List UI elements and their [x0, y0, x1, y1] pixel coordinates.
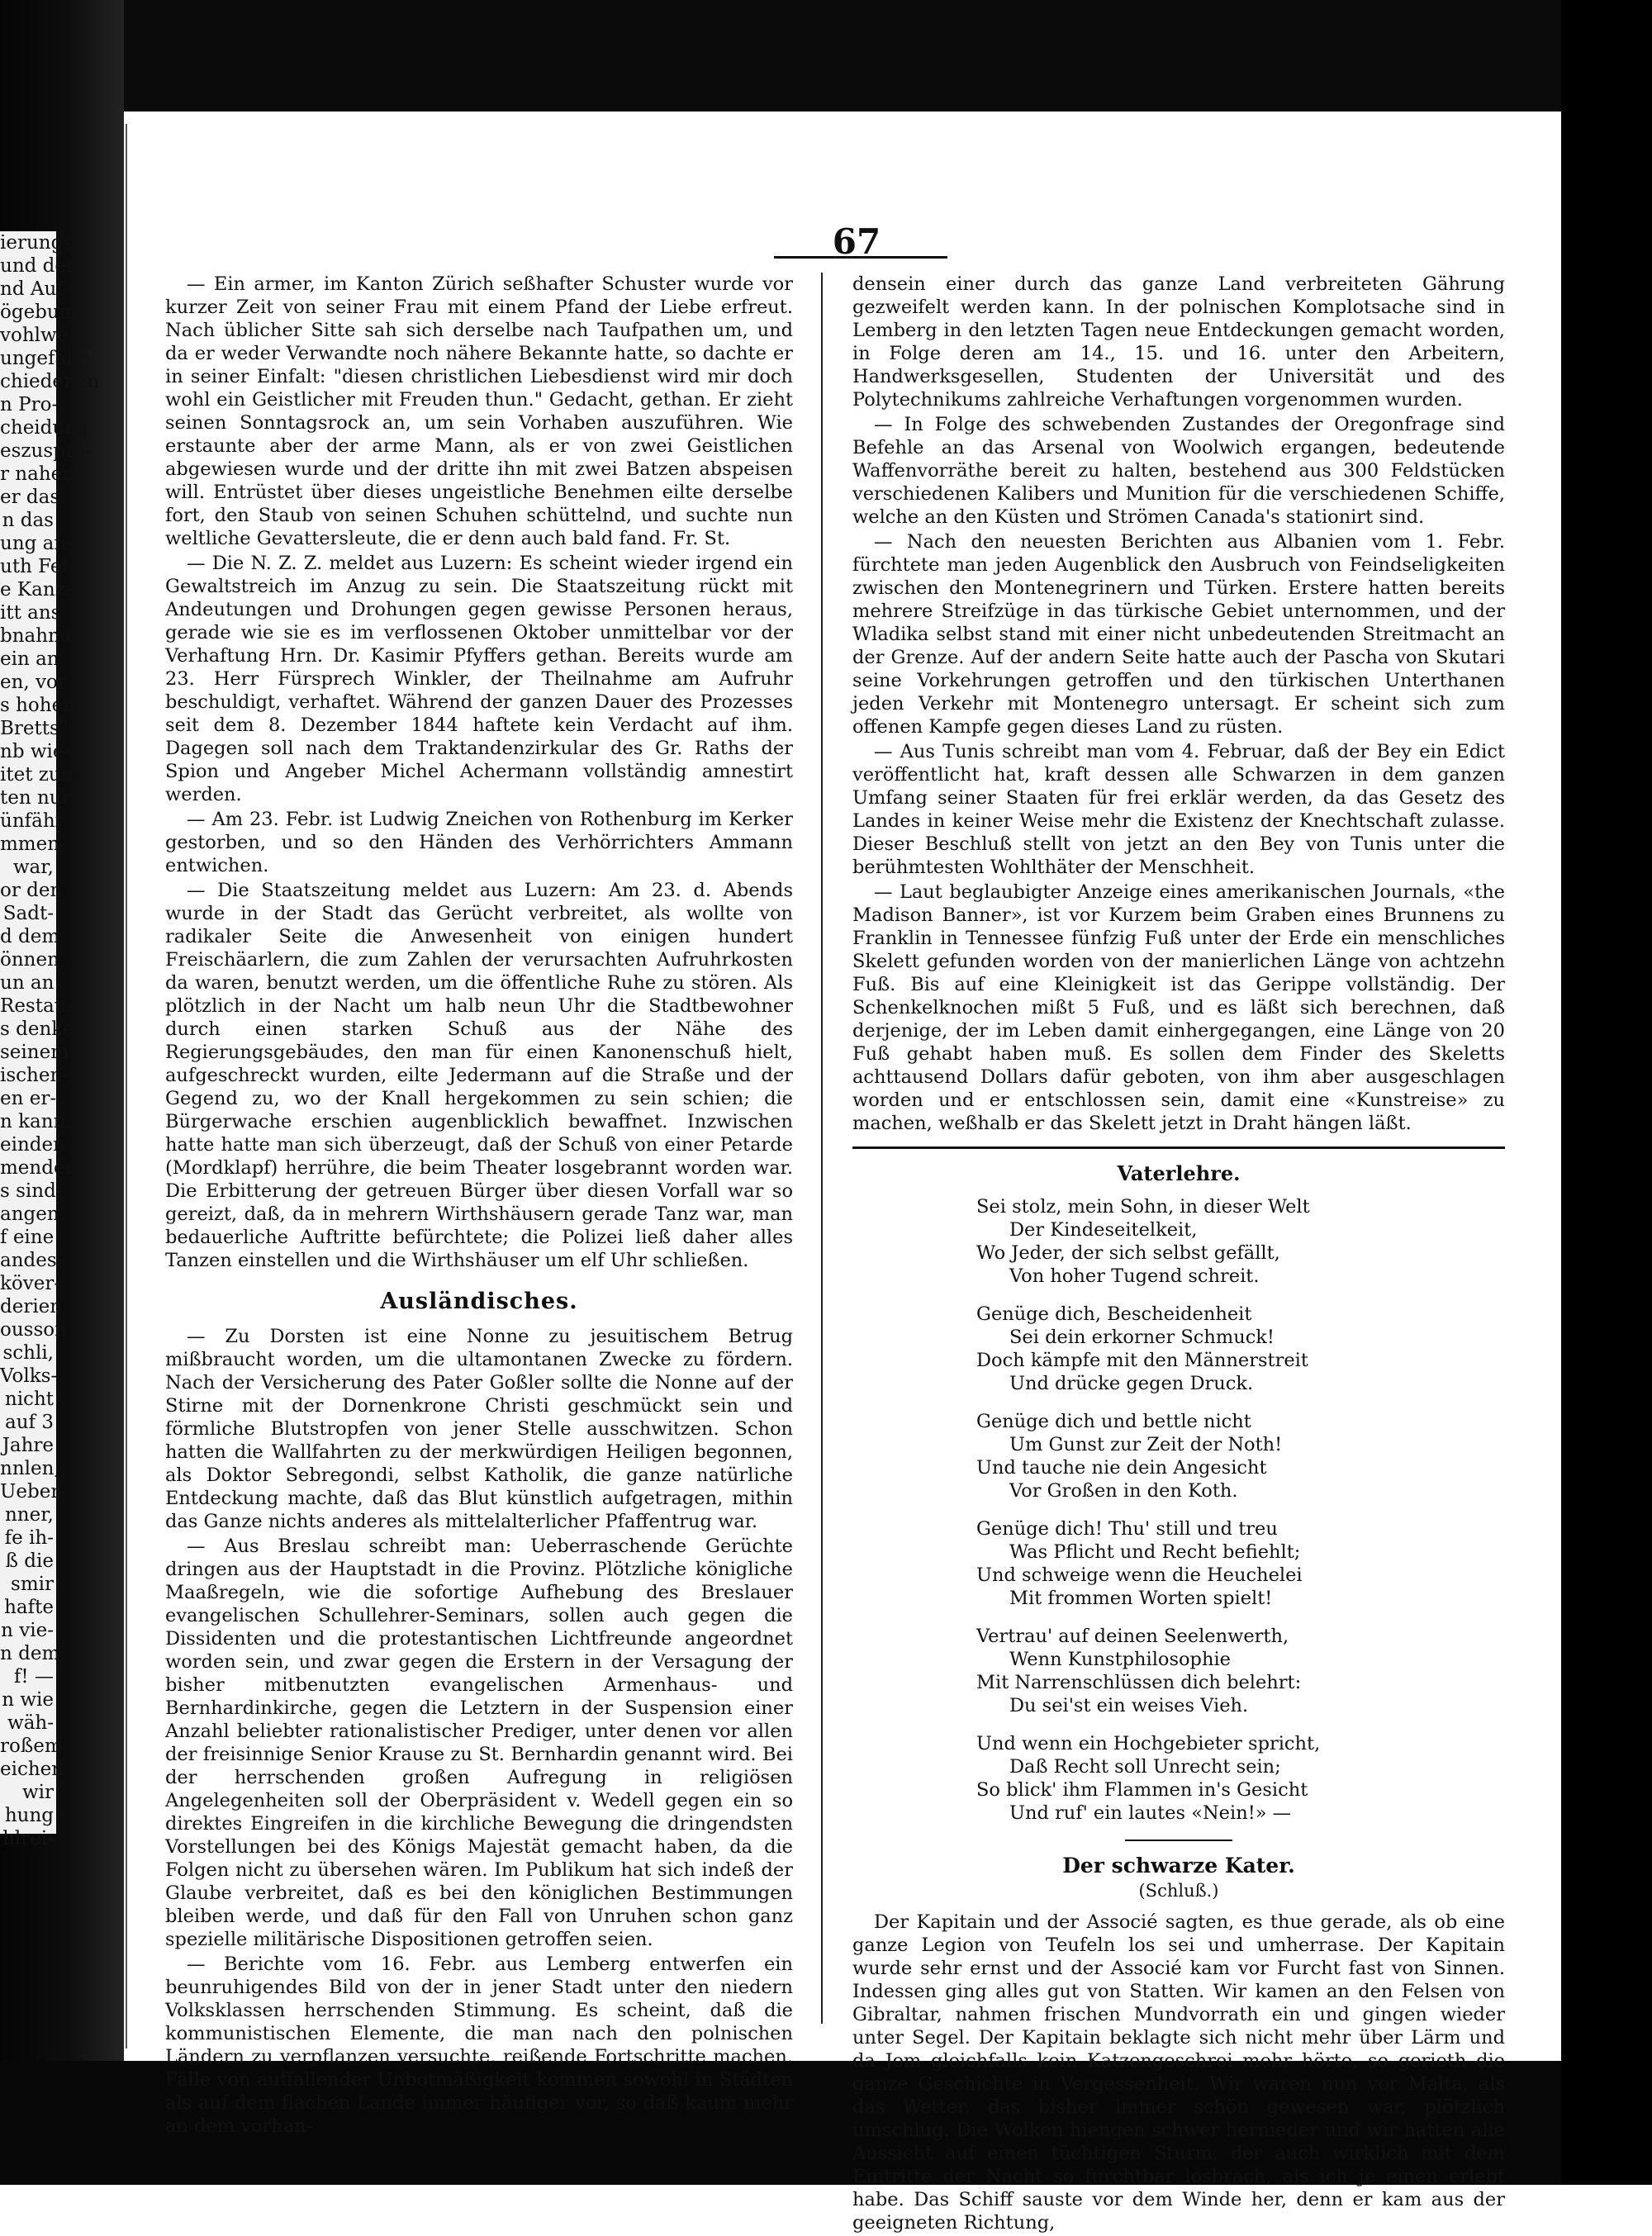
- fold-fragment: ünfähi-: [0, 810, 68, 832]
- fold-fragment: n wie: [2, 1689, 54, 1711]
- previous-page-fold-fragments: [0, 231, 100, 1849]
- poem-line: Um Gunst zur Zeit der Noth!: [1009, 1434, 1283, 1455]
- fold-fragment: köver-: [0, 1273, 61, 1294]
- section-heading: Ausländisches.: [380, 1289, 578, 1314]
- fold-fragment: Volks-: [0, 1365, 58, 1387]
- fold-fragment: war,: [12, 857, 54, 878]
- poem-line: Genüge dich! Thu' still und treu: [976, 1518, 1278, 1540]
- article-paragraph: — Ein armer, im Kanton Zürich seßhafter Schuster wurde vor kurzer Zeit von seiner Frau mit einem Pfand der Liebe erfreut. Nach üblicher Sitte sah sich derselbe nach Taufpathen um, und da er weder Verwandte noch nähere Bekannte hatte, so dachte er in seiner Einfalt: "diesen christlichen Liebesdienst wird mir doch wohl ein Geistlicher mit Freuden thun." Gedacht, gethan. Er zieht seinen Sonntagsrock an, um sein Vorhaben auszuführen. Wie erstaunte aber der arme Mann, als er von zwei Geistlichen abgewiesen wurde und der dritte ihn mit zwei Batzen abspeisen will. Entrüstet über dieses ungeistliche Benehmen eilte derselbe fort, den Staub von seinen Schuhen schüttelnd, und suchte nun weltliche Gevattersleute, die er denn auch bald fand. Fr. St.: [165, 273, 793, 549]
- fold-fragment: derien: [0, 1296, 63, 1317]
- fold-fragment: ten nur: [0, 787, 71, 809]
- poem-stanza: [976, 1195, 1505, 1288]
- fold-fragment: smir: [11, 1574, 54, 1595]
- fold-fragment: nb wie-: [0, 741, 71, 762]
- fold-fragment: itt ans: [0, 602, 61, 624]
- fold-fragment: nd Auf-: [0, 278, 69, 300]
- fold-fragment: nnlen,: [0, 1458, 60, 1479]
- fold-fragment: ein an: [0, 648, 59, 670]
- fold-fragment: ung an-: [0, 533, 73, 554]
- article-paragraph: — Nach den neuesten Berichten aus Albanien vom 1. Febr. fürchtete man jeden Augenblick den Ausbruch von Feindseligkeiten zwischen den Montenegrinern und Türken. Erstere hatten bereits mehrere Streifzüge in das türkische Gebiet unternommen, und der Wladika selbst stand mit einer nicht unbedeutenden Streitmacht an der Grenze. Auf der andern Seite hatte auch der Pascha von Skutari seine Vorkehrungen getroffen und den türkischen Unterthanen jeden Verkehr mit Montenegro untersagt. Er scheint sich zum offenen Kampfe gegen dieses Land zu rüsten.: [852, 531, 1505, 738]
- fold-fragment: s sind-: [0, 1180, 63, 1202]
- poem-line: Wo Jeder, der sich selbst gefällt,: [976, 1242, 1280, 1264]
- fold-fragment: d dem: [0, 926, 60, 947]
- fold-fragment: nner,: [4, 1504, 54, 1526]
- fold-fragment: einden: [0, 1134, 65, 1156]
- fold-fragment: bnahme: [0, 625, 78, 647]
- fold-fragment: roßem: [0, 1735, 63, 1757]
- poem-line: Der Kindeseitelkeit,: [1009, 1219, 1198, 1241]
- scan-border-right: [1561, 0, 1652, 2185]
- poem-line: Du sei'st ein weises Vieh.: [1009, 1695, 1249, 1716]
- story-subtitle: (Schluß.): [1138, 1881, 1219, 1901]
- poem-stanza: [976, 1625, 1505, 1717]
- poem-line: Und tauche nie dein Angesicht: [976, 1457, 1267, 1479]
- fold-fragment: s hohen: [0, 695, 76, 716]
- fold-fragment: n dem: [0, 1643, 60, 1664]
- fold-fragment: ousson: [0, 1319, 67, 1341]
- fold-fragment: uth Fet-: [0, 556, 76, 577]
- poem-line: Genüge dich, Bescheidenheit: [976, 1303, 1252, 1325]
- fold-fragment: vohlwei-: [0, 325, 81, 346]
- fold-fragment: ungefähr: [0, 348, 88, 369]
- fold-fragment: Ueber-: [0, 1481, 67, 1503]
- fold-fragment: Sadt-: [2, 903, 54, 924]
- short-rule: [1125, 1840, 1232, 1841]
- article-paragraph: — Laut beglaubigter Anzeige eines amerikanischen Journals, «the Madison Banner», ist vor Kurzem beim Graben eines Brunnens zu Franklin in Tennessee fünfzig Fuß unter der Erde ein menschliches Skelett gefunden worden von der manierlichen Länge von achtzehn Fuß. Bis auf eine Kleinigkeit ist das Gerippe vollständig. Der Schenkelknochen mißt 5 Fuß, und es läßt sich berechnen, daß derjenige, der im Leben damit einhergegangen, eine Länge von 20 Fuß gehabt haben muß. Es sollen dem Finder des Skeletts achttausend Dollars dafür geboten, von ihm aber ausgeschlagen worden und er entschlossen sein, damit eine «Kunstreise» zu machen, weßhalb er das Skelett jetzt in Draht hängen läßt.: [852, 881, 1505, 1134]
- article-paragraph: — In Folge des schwebenden Zustandes der Oregonfrage sind Befehle an das Arsenal von Woolwich ergangen, bedeutende Waffenvorräthe bereit zu halten, bestehend aus 300 Feldstücken verschiedenen Kalibers und Munition für die verschiedenen Schiffe, welche an den Küsten und Strömen Canada's stationirt sind.: [852, 414, 1505, 528]
- fold-fragment: s denke: [0, 1018, 74, 1040]
- article-paragraph: — Aus Breslau schreibt man: Ueberraschende Gerüchte dringen aus der Hauptstadt in die Provinz. Plötzliche königliche Maaßregeln, wie die sofortige Aufhebung des Breslauer evangelischen Schullehrer-Seminars, sollen auch gegen die Dissidenten und die protestantischen Lichtfreunde angeordnet worden sein, und zwar gegen die Erstern in der Versagung der bisher mitbenutzten evangelischen Armenhaus- und Bernhardinkirche, gegen die Letztern in der Suspension einer Anzahl beliebter rationalistischer Prediger, unter denen vor allen der freisinnige Senior Krause zu St. Bernhardin genannt wird. Bei der herrschenden großen Aufregung in religiösen Angelegenheiten soll der Oberpräsident v. Wedell gegen ein so direktes Eingreifen in die kirchliche Bewegung die dringendsten Vorstellungen bei des Königs Majestät gemacht haben, da die Folgen nicht zu übersehen wären. Im Publikum hat sich indeß der Glaube verbreitet, daß es bei den königlichen Bestimmungen bleiben werde, und daß für den Fall von Unruhen schon ganz spezielle militärische Dispositionen getroffen seien.: [165, 1536, 793, 1950]
- fold-fragment: schli,: [2, 1342, 54, 1364]
- story-title: Der schwarze Kater.: [1062, 1854, 1295, 1878]
- fold-fragment: Restau-: [0, 995, 74, 1017]
- fold-fragment: ischen-: [0, 1065, 69, 1086]
- fold-fragment: n Pro-: [0, 394, 59, 415]
- poem-line: Daß Recht soll Unrecht sein;: [1009, 1756, 1281, 1778]
- poem-line: Was Pflicht und Recht befiehlt;: [1009, 1541, 1301, 1563]
- fold-fragment: seinem: [0, 1042, 69, 1063]
- fold-fragment: Bretts": [0, 718, 69, 739]
- fold-fragment: ierungs-: [0, 232, 79, 254]
- right-column: [852, 273, 1505, 2236]
- story-paragraph: Der Kapitain und der Associé sagten, es thue gerade, als ob eine ganze Legion von Teufeln los sei und umherrase. Der Kapitain wurde sehr ernst und der Associé kam vor Furcht fast von Sinnen. Indessen ging alles gut von Statten. Wir kamen an den Felsen von Gibraltar, nahmen frischen Mundvorrath ein und gingen wieder unter Segel. Der Kapitain beklagte sich nicht mehr über Lärm und da Jem gleichfalls kein Katzengeschrei mehr hörte, so gerieth die ganze Geschichte in Vergessenheit. Wir waren nun vor Malta, als das Wetter, das bisher immer schön gewesen war, plötzlich umschlug. Die Wolken hiengen schwer hernieder und wir hatten alle Aussicht auf einen tüchtigen Sturm, der auch wirklich mit dem Eintritte der Nacht so furchtbar losbrach, als ich je einen erlebt habe. Das Schiff sauste vor dem Winde her, denn er kam aus der geeigneten Richtung,: [852, 1911, 1505, 2234]
- fold-fragment: fe ih-: [4, 1527, 54, 1549]
- fold-fragment: eszuspre-: [0, 440, 93, 462]
- fold-fragment: nicht: [4, 1389, 54, 1410]
- fold-fragment: önnen,: [0, 949, 66, 971]
- fold-fragment: hung: [4, 1805, 54, 1826]
- poem-line: Doch kämpfe mit den Männerstreit: [976, 1350, 1308, 1371]
- article-paragraph: — Berichte vom 16. Febr. aus Lemberg entwerfen ein beunruhigendes Bild von der in jener Stadt unter den niedern Volksklassen herrschenden Stimmung. Es scheint, daß die kommunistischen Elemente, die man nach den polnischen Ländern zu verpflanzen versuchte, reißende Fortschritte machen. Fälle von auffallender Unbotmäßigkeit kommen sowohl in Städten als auf dem flachen Lande immer häufiger vor, so daß kaum mehr an dem vorhan-: [165, 1954, 793, 2137]
- poem-line: Genüge dich und bettle nicht: [976, 1411, 1251, 1432]
- fold-fragment: n kann.: [0, 1111, 72, 1132]
- fold-fragment: chiedenen: [0, 371, 100, 392]
- poem-line: Und drücke gegen Druck.: [1009, 1373, 1254, 1394]
- article-paragraph: densein einer durch das ganze Land verbreiteten Gährung gezweifelt werden kann. In der polnischen Komplotsache sind in Lemberg in den letzten Tagen neue Entdeckungen gemacht worden, in Folge deren am 14., 15. und 16. unter den Arbeitern, Handwerksgesellen, Studenten der Universität und des Polytechnikums zahlreiche Verhaftungen vorgenommen wurden.: [852, 273, 1505, 411]
- fold-fragment: en er-: [0, 1088, 57, 1109]
- article-paragraph: — Die Staatszeitung meldet aus Luzern: Am 23. d. Abends wurde in der Stadt das Gerücht verbreitet, als wollte von radikaler Seite die Anwesenheit von einigen hundert Freischäarlern, die zum Zahlen der verursachten Aufruhrkosten da waren, benutzt werden, um die öffentliche Ruhe zu stören. Als plötzlich in der Nacht um halb neun Uhr die Stadtbewohner durch einen starken Schuß aus der Nähe des Regierungsgebäudes, den man für einen Kanonenschuß hielt, aufgeschreckt wurden, eilte Jedermann auf die Straße und der Gegend zu, wo der Knall hergekommen zu sein schien; die Bürgerwache erschien augenblicklich bewaffnet. Inzwischen hatte hatte man sich überzeugt, daß der Schuß von einer Petarde (Mordklapf) herrühre, die beim Theater losgebrannt worden war. Die Erbitterung der getreuen Bürger über diesen Vorfall war so gereizt, daß, da in mehrern Wirthshäusern gerade Tanz war, man bedauerliche Auftritte befürchtete; die Polizei ließ daher alles Tanzen einstellen und die Wirthshäuser um elf Uhr schließen.: [165, 880, 793, 1271]
- poem-line: Mit frommen Worten spielt!: [1009, 1588, 1273, 1609]
- poem-title: Vaterlehre.: [1117, 1161, 1241, 1185]
- fold-fragment: n vie-: [1, 1620, 54, 1641]
- page-number: 67: [832, 221, 881, 262]
- poem-line: Vor Großen in den Koth.: [1009, 1480, 1238, 1502]
- poem-line: So blick' ihm Flammen in's Gesicht: [976, 1779, 1308, 1801]
- section-rule: [852, 1146, 1505, 1149]
- fold-fragment: auf 3: [5, 1412, 54, 1433]
- article-paragraph: — Aus Tunis schreibt man vom 4. Februar, daß der Bey ein Edict veröffentlicht hat, kraft dessen alle Schwarzen in dem ganzen Umfang seiner Staaten für frei erklär werden, da das Gesetz des Landes in keiner Weise mehr die Existenz der Knechtschaft zulasse. Dieser Beschluß stellt von jetzt an den Bey von Tunis unter die berühmtesten Wohlthäter der Menschheit.: [852, 741, 1505, 878]
- poem: [976, 1195, 1505, 1825]
- poem-line: Wenn Kunstphilosophie: [1009, 1649, 1231, 1670]
- poem-stanza: [976, 1303, 1505, 1395]
- fold-fragment: r nahen: [0, 463, 75, 485]
- fold-fragment: Jahre: [2, 1435, 54, 1456]
- fold-fragment: en, vor: [0, 672, 67, 693]
- fold-fragment: und der: [0, 255, 75, 277]
- fold-fragment: hlrei-: [2, 1828, 54, 1849]
- poem-line: Und wenn ein Hochgebieter spricht,: [976, 1733, 1321, 1754]
- fold-fragment: itet zum: [0, 764, 79, 786]
- fold-fragment: un an: [0, 972, 55, 994]
- poem-stanza: [976, 1517, 1505, 1610]
- left-column: [165, 273, 793, 2139]
- newspaper-page: [126, 124, 1550, 2234]
- fold-fragment: angen,: [0, 1203, 65, 1225]
- article-paragraph: — Zu Dorsten ist eine Nonne zu jesuitischem Betrug mißbraucht worden, um die ultamontanen Zwecke zu fördern. Nach der Versicherung des Pater Goßler sollte die Nonne auf der Stirne mit der Dornenkrone Christi geschmückt sein und förmliche Blutstropfen von jener Stelle ausschwitzen. Schon hatten die Wallfahrten zu der merkwürdigen Heiligen begonnen, als Doktor Sebregondi, selbst Katholik, die ganze natürliche Entdeckung machte, daß das Blut künstlich aufgetragen, mithin das Ganze nichts anderes als mittelalterlicher Pfaffentrug war.: [165, 1326, 793, 1532]
- page-number-rule: [774, 256, 947, 259]
- fold-fragment: cheidung: [0, 417, 89, 439]
- fold-fragment: menden: [0, 1157, 78, 1179]
- fold-fragment: ß die: [5, 1550, 54, 1572]
- fold-fragment: wir: [21, 1782, 54, 1803]
- poem-line: Von hoher Tugend schreit.: [1009, 1265, 1260, 1287]
- poem-stanza: [976, 1732, 1505, 1825]
- column-divider: [821, 273, 823, 2024]
- fold-fragment: or den: [0, 880, 63, 901]
- poem-line: Vertrau' auf deinen Seelenwerth,: [976, 1626, 1289, 1647]
- fold-fragment: eichen: [0, 1759, 64, 1780]
- fold-fragment: f eine: [0, 1227, 55, 1248]
- poem-line: Mit Narrenschlüssen dich belehrt:: [976, 1672, 1302, 1693]
- article-paragraph: — Die N. Z. Z. meldet aus Luzern: Es scheint wieder irgend ein Gewaltstreich im Anzug zu sein. Die Staatszeitung rückt mit Andeutungen und Drohungen gegen gewisse Personen heraus, gerade wie sie es im verflossenen Oktober unmittelbar vor der Verhaftung Hrn. Dr. Kasimir Pfyffers gethan. Bereits wurde am 23. Herr Fürsprech Winkler, der Theilnahme am Aufruhr beschuldigt, verhaftet. Während der ganzen Dauer des Prozesses seit dem 8. Dezember 1844 haftete kein Verdacht auf ihm. Dagegen soll nach dem Traktandenzirkular des Gr. Raths der Spion und Angeber Michel Achermann vollständig amnestirt werden.: [165, 553, 793, 805]
- fold-fragment: n das: [2, 510, 54, 531]
- fold-fragment: e Kanz-: [0, 579, 72, 601]
- poem-line: Sei stolz, mein Sohn, in dieser Welt: [976, 1196, 1310, 1218]
- fold-fragment: hafte: [4, 1597, 54, 1618]
- poem-stanza: [976, 1410, 1505, 1503]
- poem-line: Und schweige wenn die Heuchelei: [976, 1564, 1303, 1586]
- fold-fragment: wäh-: [7, 1712, 54, 1734]
- fold-fragment: andes-: [0, 1250, 64, 1271]
- fold-fragment: ögebung: [0, 301, 84, 323]
- scan-border-top: [0, 0, 1652, 112]
- poem-line: Sei dein erkorner Schmuck!: [1009, 1327, 1275, 1348]
- fold-fragment: mmen-: [0, 833, 66, 855]
- article-paragraph: — Am 23. Febr. ist Ludwig Zneichen von Rothenburg im Kerker gestorben, und so den Händen des Verhörrichters Ammann entwichen.: [165, 809, 793, 876]
- fold-fragment: er das: [0, 487, 60, 508]
- fold-fragment: f! —: [13, 1666, 54, 1688]
- poem-line: Und ruf' ein lautes «Nein!» —: [1009, 1802, 1292, 1824]
